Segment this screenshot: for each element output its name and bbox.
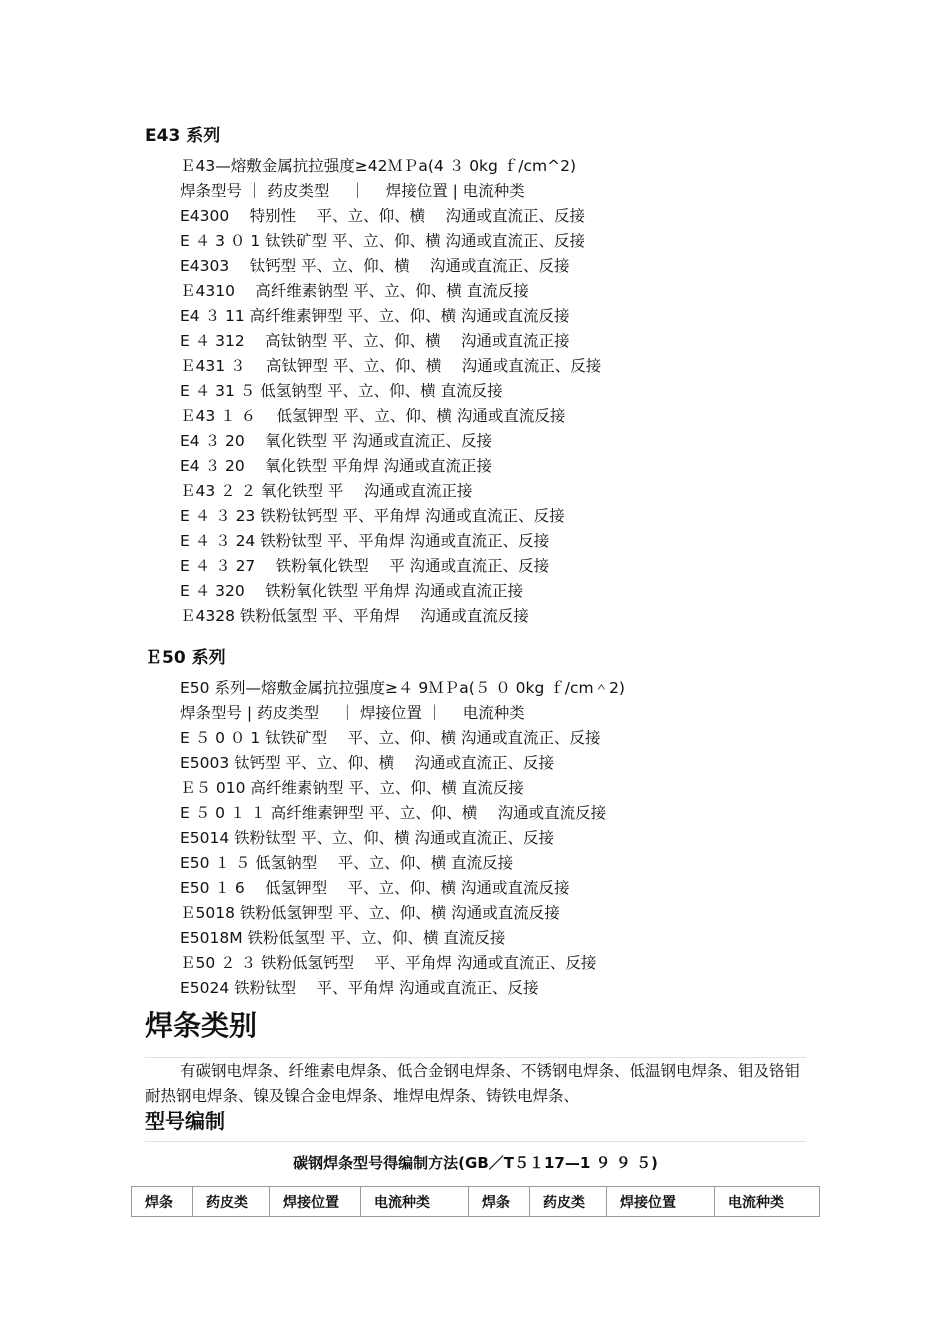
list-item: Ｅ43 ２ ２ 氧化铁型 平 沟通或直流正接: [180, 482, 473, 500]
list-item: E ４ ３ 27 铁粉氧化铁型 平 沟通或直流正、反接: [180, 557, 550, 575]
list-item: Ｅ4328 铁粉低氢型 平、平角焊 沟通或直流反接: [180, 607, 529, 625]
e43-line-list: [180, 154, 601, 629]
list-item: E ４ ３ 23 铁粉钛钙型 平、平角焊 沟通或直流正、反接: [180, 507, 565, 525]
list-item: Ｅ43—熔敷金属抗拉强度≥42ＭＰa(4 ３ 0kg ｆ/cm^2): [180, 157, 577, 175]
column-header: 药皮类: [530, 1187, 607, 1217]
list-item: E ４ 320 铁粉氧化铁型 平角焊 沟通或直流正接: [180, 582, 524, 600]
list-item: Ｅ50 ２ ３ 铁粉低氢钙型 平、平角焊 沟通或直流正、反接: [180, 954, 597, 972]
column-header: 焊接位置: [270, 1187, 361, 1217]
e50-series-heading: Ｅ50 系列: [145, 648, 226, 668]
column-header: 药皮类: [193, 1187, 270, 1217]
list-item: E4300 特别性 平、立、仰、横 沟通或直流正、反接: [180, 207, 586, 225]
list-item: E4303 钛钙型 平、立、仰、横 沟通或直流正、反接: [180, 257, 570, 275]
list-item: E ４ 312 高钛钠型 平、立、仰、横 沟通或直流正接: [180, 332, 570, 350]
table-caption: 碳钢焊条型号得编制方法(GB／T５１17—1 ９ ９ ５): [293, 1154, 658, 1172]
list-item: Ｅ５ 010 高纤维素钠型 平、立、仰、横 直流反接: [180, 779, 524, 797]
column-header: 焊条: [132, 1187, 193, 1217]
table-header-row: [132, 1187, 820, 1217]
divider: [145, 1057, 806, 1058]
list-item: E ５ 0 ０ 1 钛铁矿型 平、立、仰、横 沟通或直流正、反接: [180, 729, 601, 747]
list-item: E ４ ３ 24 铁粉钛型 平、平角焊 沟通或直流正、反接: [180, 532, 550, 550]
list-item: E4 ３ 11 高纤维素钾型 平、立、仰、横 沟通或直流反接: [180, 307, 570, 325]
list-item: 焊条型号 ｜ 药皮类型 ｜ 焊接位置 | 电流种类: [180, 182, 525, 200]
list-item: Ｅ43 １ ６ 低氢钾型 平、立、仰、横 沟通或直流反接: [180, 407, 566, 425]
divider: [145, 1141, 806, 1142]
e50-line-list: [180, 676, 625, 1001]
list-item: Ｅ4310 高纤维素钠型 平、立、仰、横 直流反接: [180, 282, 529, 300]
list-item: E5018M 铁粉低氢型 平、立、仰、横 直流反接: [180, 929, 506, 947]
list-item: E5003 钛钙型 平、立、仰、横 沟通或直流正、反接: [180, 754, 555, 772]
category-paragraph: 有碳钢电焊条、纤维素电焊条、低合金钢电焊条、不锈钢电焊条、低温钢电焊条、钼及铬钼耐热钢电焊条、镍及镍合金电焊条、堆焊电焊条、铸铁电焊条、: [145, 1062, 801, 1105]
column-header: 电流种类: [715, 1187, 820, 1217]
list-item: E50 系列—熔敷金属抗拉强度≥４ 9ＭＰa(５ ０ 0kg ｆ/cm＾2): [180, 679, 625, 697]
model-title: 型号编制: [145, 1109, 225, 1133]
list-item: Ｅ431 ３ 高钛钾型 平、立、仰、横 沟通或直流正、反接: [180, 357, 602, 375]
list-item: E5024 铁粉钛型 平、平角焊 沟通或直流正、反接: [180, 979, 539, 997]
category-title: 焊条类别: [145, 1009, 258, 1042]
column-header: 焊接位置: [607, 1187, 715, 1217]
list-item: E4 ３ 20 氧化铁型 平角焊 沟通或直流正接: [180, 457, 493, 475]
list-item: E50 １ 6 低氢钾型 平、立、仰、横 沟通或直流反接: [180, 879, 570, 897]
column-header: 焊条: [469, 1187, 530, 1217]
model-table: [131, 1186, 820, 1217]
list-item: E ５ 0 １ １ 高纤维素钾型 平、立、仰、横 沟通或直流反接: [180, 804, 607, 822]
list-item: E5014 铁粉钛型 平、立、仰、横 沟通或直流正、反接: [180, 829, 555, 847]
column-header: 电流种类: [361, 1187, 469, 1217]
list-item: Ｅ5018 铁粉低氢钾型 平、立、仰、横 沟通或直流反接: [180, 904, 560, 922]
list-item: 焊条型号 | 药皮类型 ｜ 焊接位置 ｜ 电流种类: [180, 704, 525, 722]
list-item: E50 １ ５ 低氢钠型 平、立、仰、横 直流反接: [180, 854, 514, 872]
list-item: E ４ 31 ５ 低氢钠型 平、立、仰、横 直流反接: [180, 382, 503, 400]
list-item: E4 ３ 20 氧化铁型 平 沟通或直流正、反接: [180, 432, 493, 450]
e43-series-heading: E43 系列: [145, 126, 221, 146]
list-item: E ４ 3 ０ 1 钛铁矿型 平、立、仰、横 沟通或直流正、反接: [180, 232, 586, 250]
